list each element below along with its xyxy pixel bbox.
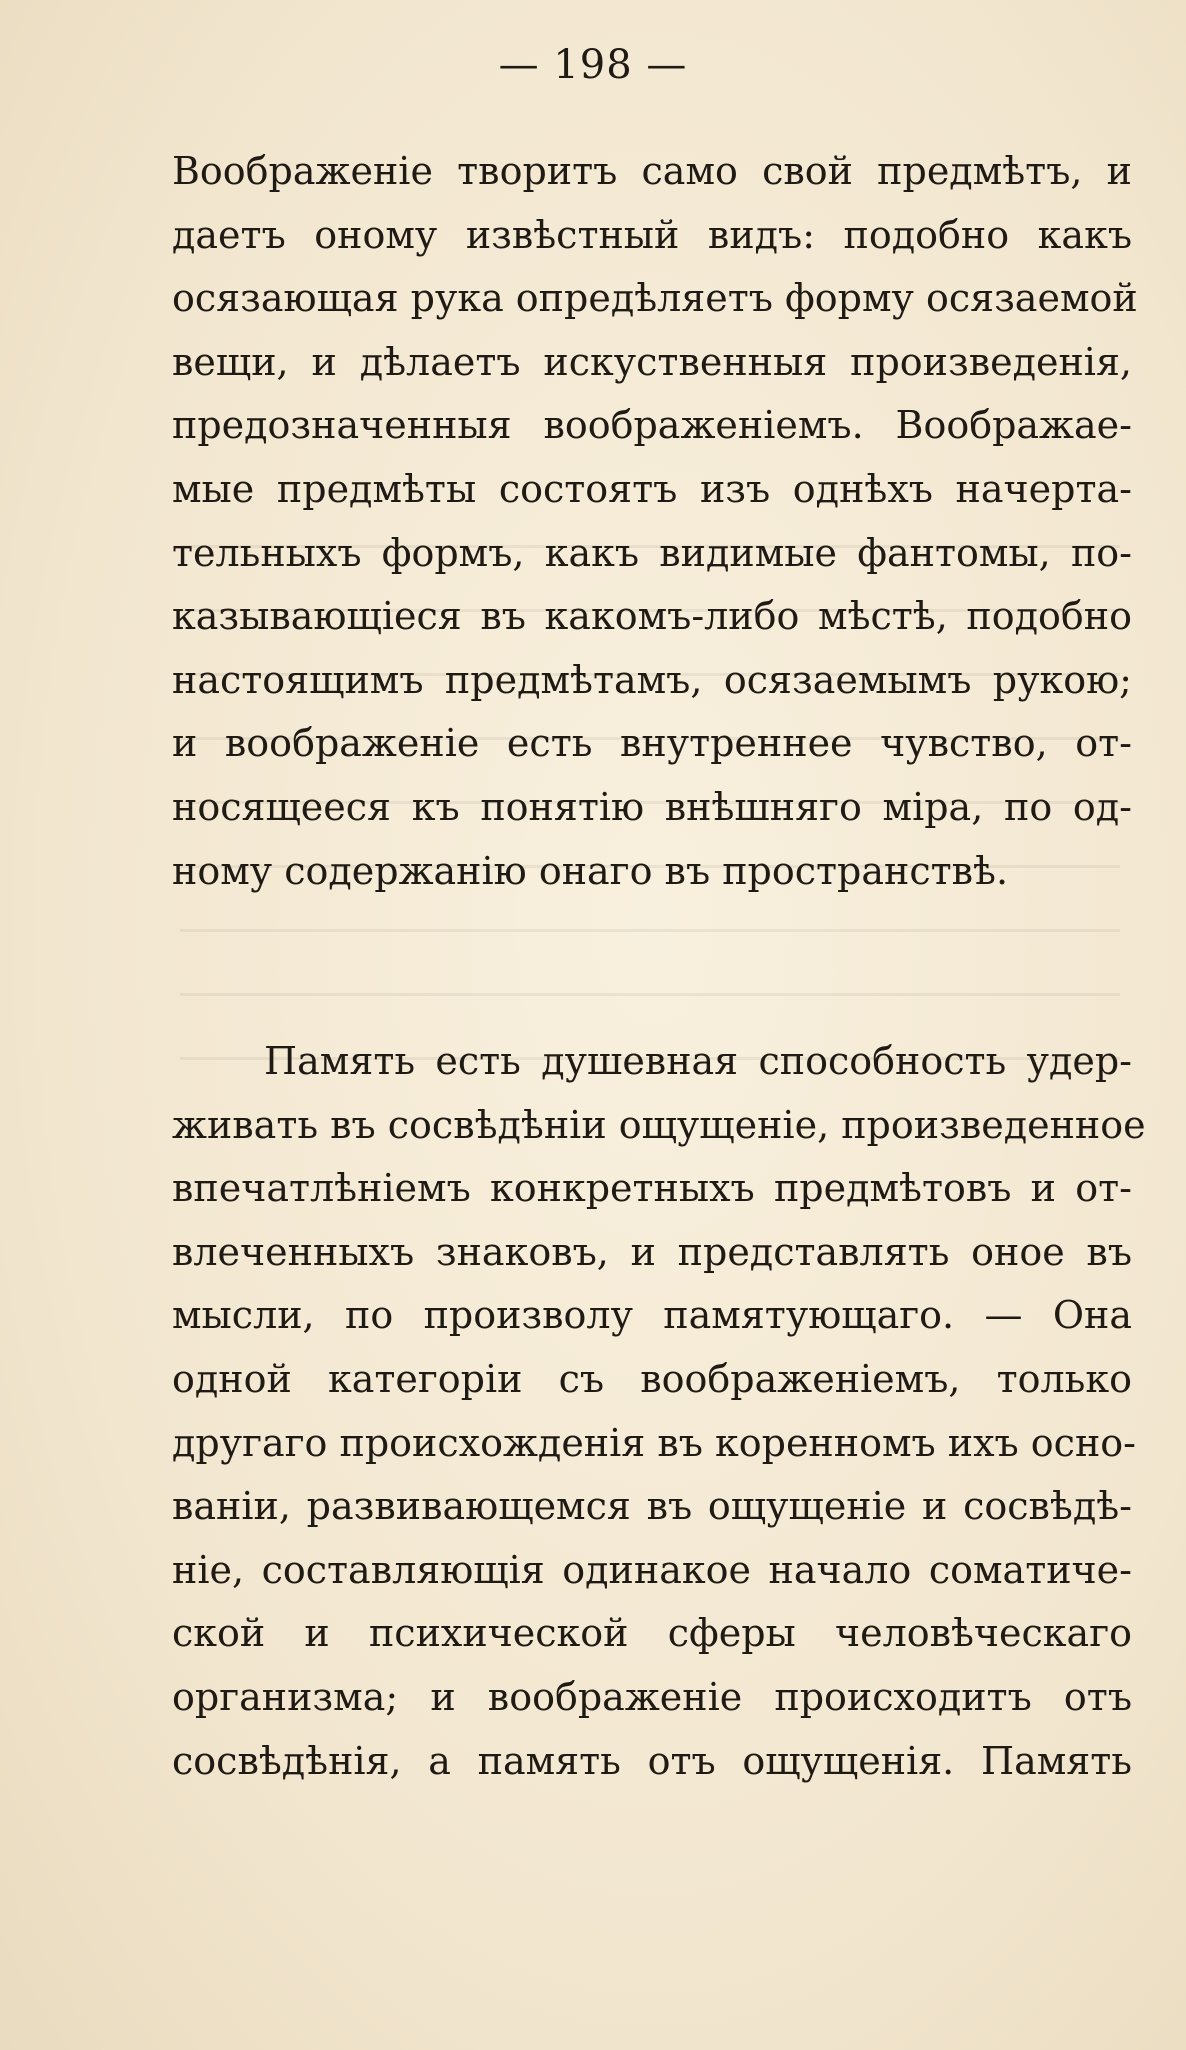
- text-line: даетъ оному извѣстный видъ: подобно какъ: [172, 212, 1132, 257]
- text-line: ному содержанію онаго въ пространствѣ.: [172, 848, 1009, 893]
- text-line: настоящимъ предмѣтамъ, осязаемымъ рукою;: [172, 657, 1132, 702]
- text-line: организма; и воображеніе происходитъ отъ: [172, 1674, 1132, 1719]
- text-line: Память есть душевная способность удер-: [264, 1039, 1132, 1083]
- text-line: вещи, и дѣлаетъ искуственныя произведенія,: [172, 339, 1132, 384]
- text-line: казывающіеся въ какомъ-либо мѣстѣ, подобно: [172, 594, 1132, 639]
- text-line: одной категоріи съ воображеніемъ, только: [172, 1356, 1132, 1401]
- text-line: сосвѣдѣнія, а память отъ ощущенія. Память: [172, 1738, 1132, 1783]
- text-line: другаго происхожденія въ коренномъ ихъ осно-: [172, 1420, 1136, 1465]
- text-line: тельныхъ формъ, какъ видимые фантомы, по-: [172, 530, 1132, 575]
- text-line: впечатлѣніемъ конкретныхъ предмѣтовъ и от-: [172, 1166, 1132, 1211]
- text-line: влеченныхъ знаковъ, и представлять оное въ: [172, 1229, 1132, 1274]
- text-line: мысли, по произволу памятующаго. — Она: [172, 1293, 1132, 1338]
- text-line: носящееся къ понятію внѣшняго міра, по од-: [172, 784, 1132, 829]
- text-line: мые предмѣты состоятъ изъ однѣхъ начерта-: [172, 466, 1132, 511]
- text-line: ваніи, развивающемся въ ощущеніе и сосвѣдѣ-: [172, 1484, 1132, 1529]
- text-line: и воображеніе есть внутреннее чувство, от-: [172, 721, 1132, 766]
- text-line: осязающая рука опредѣляетъ форму осязаемой: [172, 276, 1138, 321]
- page-number: — 198 —: [498, 42, 688, 88]
- text-line: ніе, составляющія одинакое начало соматиче-: [172, 1547, 1132, 1592]
- text-line: предозначенныя воображеніемъ. Воображае-: [172, 403, 1132, 448]
- text-line: живать въ сосвѣдѣніи ощущеніе, произведенное: [172, 1102, 1146, 1147]
- paragraph-memory: [172, 1030, 1146, 1793]
- text-line: Воображеніе творитъ само свой предмѣтъ, и: [172, 149, 1132, 193]
- paragraph-imagination: [172, 140, 1138, 903]
- text-line: ской и психической сферы человѣческаго: [172, 1611, 1132, 1656]
